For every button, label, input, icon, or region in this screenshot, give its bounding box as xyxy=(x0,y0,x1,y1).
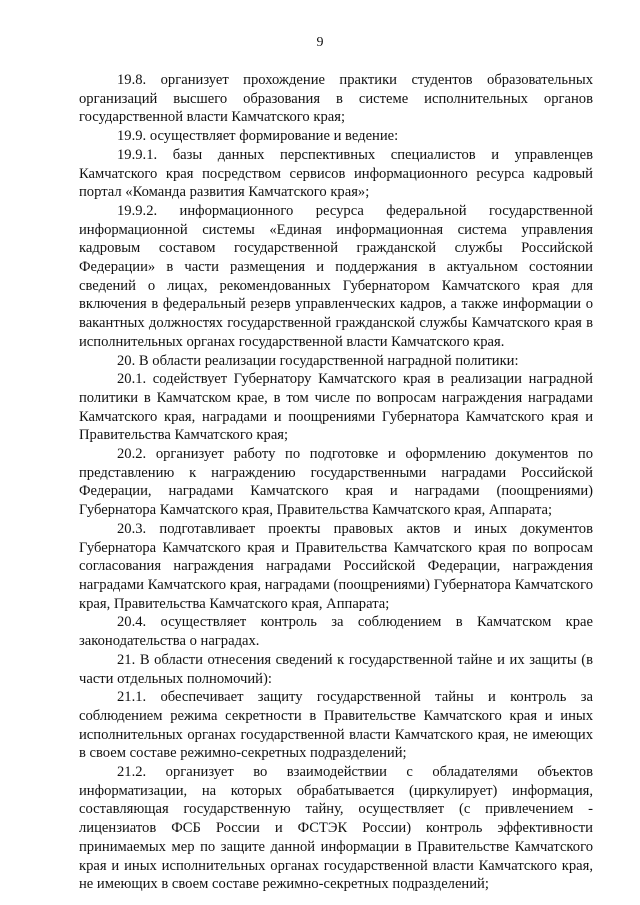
paragraph-21: 21. В области отнесения сведений к государственной тайне и их защиты (в части отдельных полномочий): xyxy=(79,651,593,687)
paragraph-19-9-1: 19.9.1. базы данных перспективных специалистов и управленцев Камчатского края посредством сервисов информационного ресурса кадровый портал «Команда развития Камчатского края»; xyxy=(79,146,593,201)
paragraph-20-4: 20.4. осуществляет контроль за соблюдением в Камчатском крае законодательства о наградах. xyxy=(79,614,593,650)
paragraph-20: 20. В области реализации государственной наградной политики: xyxy=(117,352,519,369)
paragraph-20-3: 20.3. подготавливает проекты правовых актов и иных документов Губернатора Камчатского края и Правительства Камчатского края по вопросам согласования награждения наградами Российской Федерации, награждения наградами Камчатского края, наградами (поощрениями) Губернатора Камчатского края, Правительства Камчатского края, Аппарата; xyxy=(79,520,593,612)
page-number: 9 xyxy=(316,35,324,50)
paragraph-21-1: 21.1. обеспечивает защиту государственной тайны и контроль за соблюдением режима секретности в Правительстве Камчатского края и иных исполнительных органах государственной власти Камчатского края, не имеющих в своем составе режимно-секретных подразделений; xyxy=(79,689,593,762)
paragraph-19-9-2: 19.9.2. информационного ресурса федеральной государственной информационной системы «Единая информационная система управления кадровым составом государственной гражданской службы Российской Федерации» в части размещения и поддержания в актуальном состоянии сведений о лицах, рекомендованных Губернатором Камчатского края для включения в федеральный резерв управленческих кадров, а также информации о вакантных должностях государственной гражданской службы Камчатского края в исполнительных органах государственной власти Камчатского края. xyxy=(79,202,593,350)
paragraph-19-9: 19.9. осуществляет формирование и ведение: xyxy=(117,128,399,145)
paragraph-20-2: 20.2. организует работу по подготовке и оформлению документов по представлению к награждению государственными наградами Российской Федерации, наградами Камчатского края и наградами (поощрениями) Губернатора Камчатского края, Правительства Камчатского края, Аппарата; xyxy=(79,446,593,519)
paragraph-19-8: 19.8. организует прохождение практики студентов образовательных организаций высшего образования в системе исполнительных органов государственной власти Камчатского края; xyxy=(79,72,593,126)
document-body xyxy=(79,71,593,894)
paragraph-21-2: 21.2. организует во взаимодействии с обладателями объектов информатизации, на которых обрабатывается (циркулирует) информация, составляющая государственную тайну, осуществляет (с привлечением - лицензиатов ФСБ России и ФСТЭК России) контроль эффективности принимаемых мер по защите данной информации в Правительстве Камчатского края и иных исполнительных органах государственной власти Камчатского края, не имеющих в своем составе режимно-секретных подразделений; xyxy=(79,764,593,893)
paragraph-20-1: 20.1. содействует Губернатору Камчатского края в реализации наградной политики в Камчатском крае, в том числе по вопросам награждения наградами Камчатского края, наградами и поощрениями Губернатора Камчатского края и Правительства Камчатского края; xyxy=(79,371,593,444)
